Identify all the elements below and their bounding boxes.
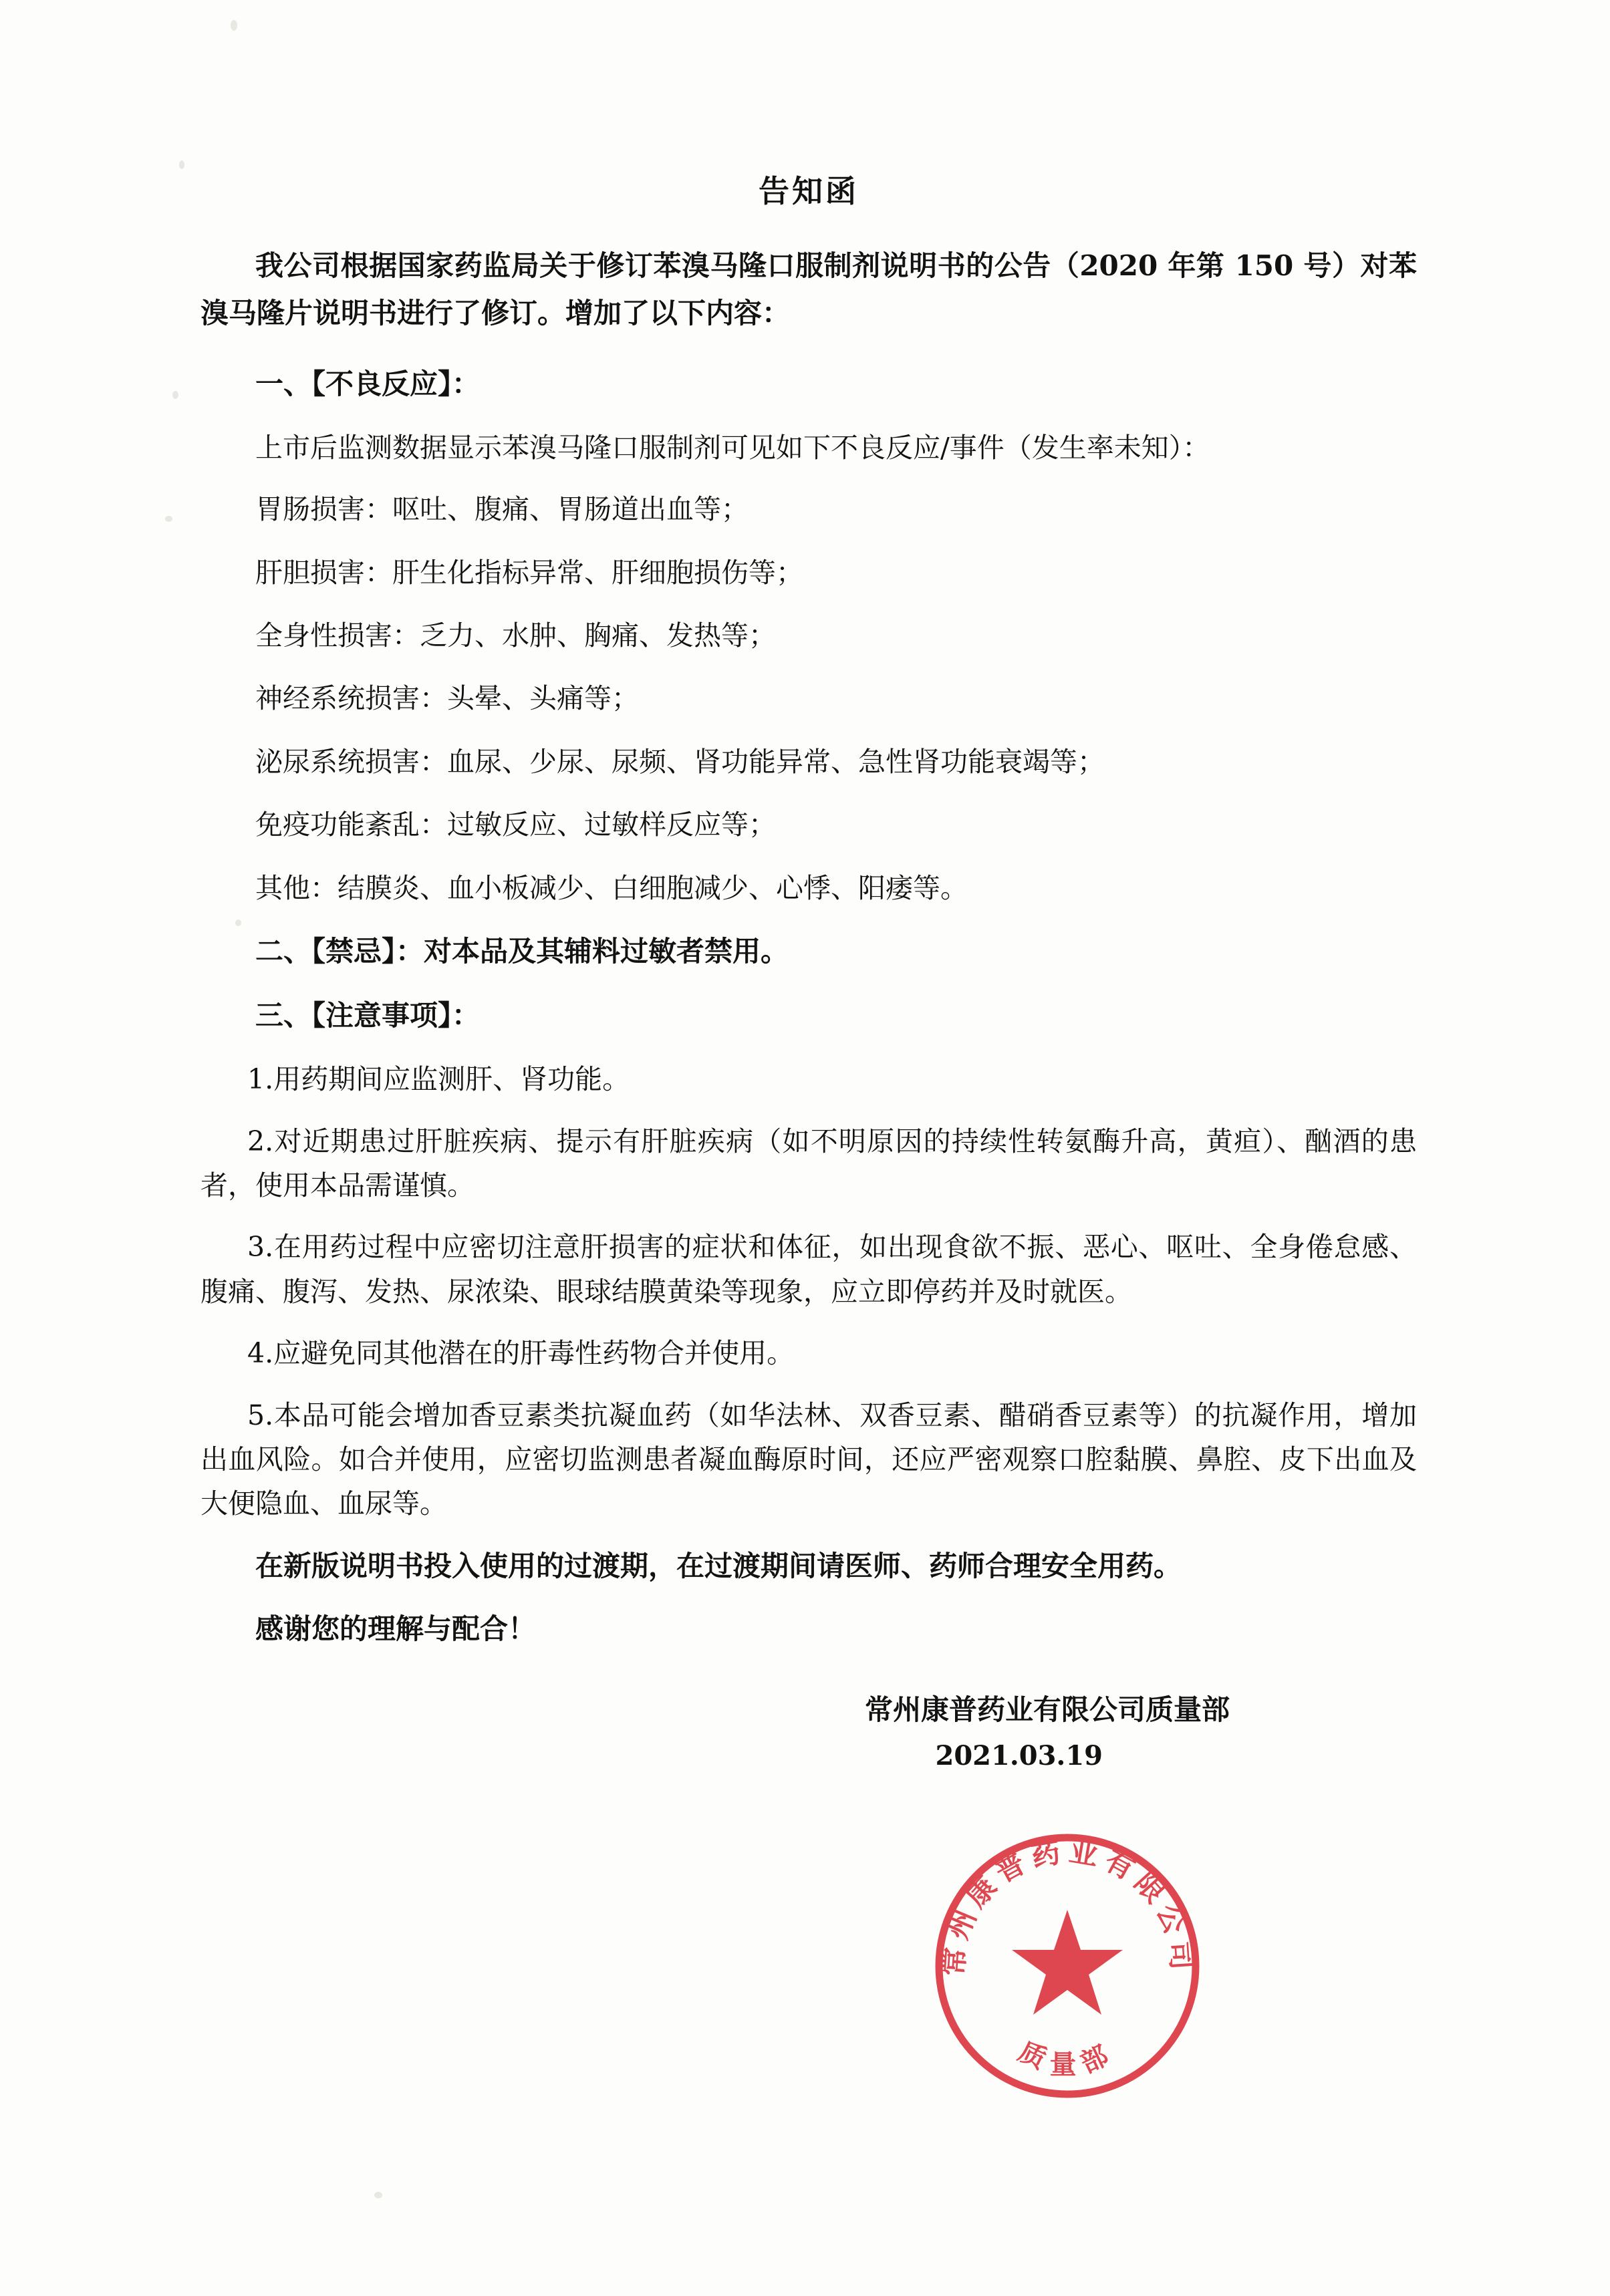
lead-paragraph: 我公司根据国家药监局关于修订苯溴马隆口服制剂说明书的公告（2020 年第 150 号）对苯溴马隆片说明书进行了修订。增加了以下内容： [200,249,1417,330]
precaution-item: 5.本品可能会增加香豆素类抗凝血药（如华法林、双香豆素、醋硝香豆素等）的抗凝作用，增加出血风险。如合并使用，应密切监测患者凝血酶原时间，还应严密观察口腔黏膜、鼻腔、皮下出血及大便隐血、血尿等。 [200,1399,1417,1520]
paper-speck [172,391,178,399]
signature-block [200,1688,1417,1771]
precaution-item: 1.用药期间应监测肝、肾功能。 [247,1063,630,1096]
adverse-event-item: 神经系统损害：头晕、头痛等； [255,682,639,715]
adverse-event-item: 肝胆损害：肝生化指标异常、肝细胞损伤等； [255,556,803,589]
adverse-event-item: 胃肠损害：呕吐、腹痛、胃肠道出血等； [255,493,749,526]
paper-speck [179,160,184,169]
section-adverse-reactions-heading: 一、【不良反应】： [255,367,481,400]
adverse-event-item: 泌尿系统损害：血尿、少尿、尿频、肾功能异常、急性肾功能衰竭等； [255,745,1105,778]
section-adverse-reactions-intro: 上市后监测数据显示苯溴马隆口服制剂可见如下不良反应/事件（发生率未知）： [255,431,1210,464]
precaution-item: 4.应避免同其他潜在的肝毒性药物合并使用。 [247,1337,795,1370]
document-body [200,167,1417,1771]
signature-date: 2021.03.19 [935,1739,1103,1771]
page-title: 告知函 [759,173,859,209]
adverse-event-item: 其他：结膜炎、血小板减少、白细胞减少、心悸、阳痿等。 [255,871,968,904]
paper-speck [231,20,237,31]
paper-speck [165,516,172,522]
section-precautions-heading: 三、【注意事项】： [255,999,481,1032]
adverse-event-item: 免疫功能紊乱：过敏反应、过敏样反应等； [255,809,776,841]
adverse-event-item: 全身性损害：乏力、水肿、胸痛、发热等； [255,619,776,652]
closing-line-1: 在新版说明书投入使用的过渡期，在过渡期间请医师、药师合理安全用药。 [255,1549,1182,1582]
company-seal-stamp [932,1831,1203,2102]
section-contraindications: 二、【禁忌】：对本品及其辅料过敏者禁用。 [255,935,789,968]
paper-speck [374,2192,382,2198]
precaution-item: 3.在用药过程中应密切注意肝损害的症状和体征，如出现食欲不振、恶心、呕吐、全身倦怠感、腹痛、腹泻、发热、尿浓染、眼球结膜黄染等现象，应立即停药并及时就医。 [200,1231,1417,1308]
signature-company: 常州康普药业有限公司质量部 [864,1693,1230,1726]
closing-line-2: 感谢您的理解与配合！ [255,1612,537,1645]
svg-text:质量部: 质量部 [1013,2035,1122,2081]
precaution-item: 2.对近期患过肝脏疾病、提示有肝脏疾病（如不明原因的持续性转氨酶升高，黄疸）、酗酒的患者，使用本品需谨慎。 [200,1125,1417,1201]
svg-text:常州康普药业有限公司: 常州康普药业有限公司 [936,1834,1199,1977]
